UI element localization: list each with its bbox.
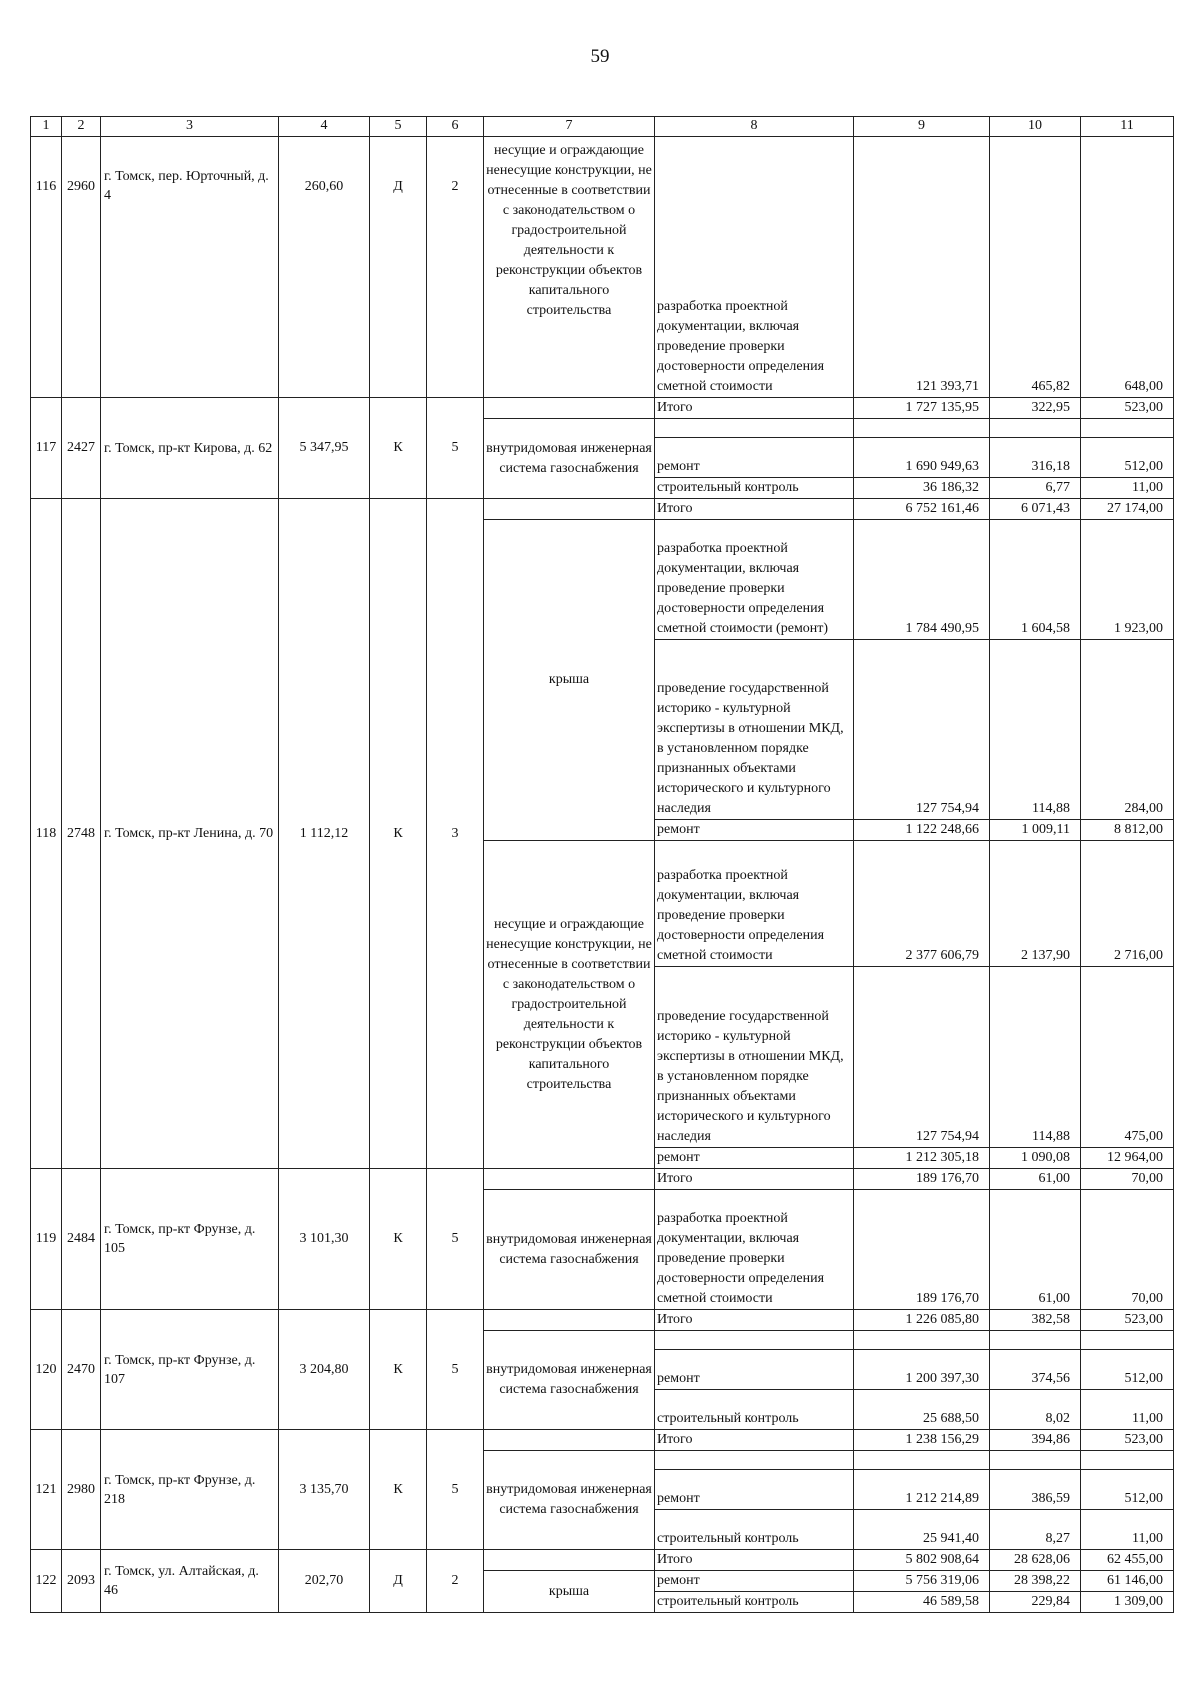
limit-cost: 523,00 bbox=[1081, 1430, 1174, 1451]
limit-cost: 11,00 bbox=[1081, 478, 1174, 499]
cost: 36 186,32 bbox=[854, 478, 990, 499]
limit-cost: 11,00 bbox=[1081, 1390, 1174, 1430]
cost: 189 176,70 bbox=[854, 1169, 990, 1190]
address: г. Томск, пр-кт Фрунзе, д. 105 bbox=[101, 1169, 279, 1310]
area: 3 204,80 bbox=[279, 1310, 370, 1430]
cost: 5 802 908,64 bbox=[854, 1550, 990, 1571]
table-row bbox=[31, 1310, 1174, 1331]
row-number: 119 bbox=[31, 1169, 62, 1310]
work-type-blank bbox=[655, 1451, 854, 1470]
unit-cost: 114,88 bbox=[990, 640, 1081, 820]
limit-cost: 61 146,00 bbox=[1081, 1571, 1174, 1592]
floors: 2 bbox=[427, 1550, 484, 1613]
wall-material: Д bbox=[370, 137, 427, 398]
cost: 5 756 319,06 bbox=[854, 1571, 990, 1592]
element-blank bbox=[484, 499, 655, 520]
floors: 5 bbox=[427, 398, 484, 499]
house-id: 2748 bbox=[62, 499, 101, 1169]
work-type: ремонт bbox=[655, 438, 854, 478]
cost: 1 122 248,66 bbox=[854, 820, 990, 841]
table-row bbox=[31, 499, 1174, 520]
work-type: строительный контроль bbox=[655, 1390, 854, 1430]
house-id: 2470 bbox=[62, 1310, 101, 1430]
work-type: проведение государственной историко - культурной экспертизы в отношении МКД, в установленном порядке признанных объектами исторического и культурного наследия bbox=[655, 967, 854, 1148]
cost: 6 752 161,46 bbox=[854, 499, 990, 520]
work-type: разработка проектной документации, включая проведение проверки достоверности определения сметной стоимости bbox=[655, 841, 854, 967]
house-id: 2093 bbox=[62, 1550, 101, 1613]
unit-cost: 8,27 bbox=[990, 1510, 1081, 1550]
structural-element: крыша bbox=[484, 520, 655, 841]
row-number: 120 bbox=[31, 1310, 62, 1430]
unit-cost: 8,02 bbox=[990, 1390, 1081, 1430]
work-type: строительный контроль bbox=[655, 1592, 854, 1613]
work-type-blank bbox=[655, 1331, 854, 1350]
cost: 127 754,94 bbox=[854, 967, 990, 1148]
work-type: строительный контроль bbox=[655, 478, 854, 499]
unit-cost: 2 137,90 bbox=[990, 841, 1081, 967]
work-type: Итого bbox=[655, 499, 854, 520]
work-type: разработка проектной документации, включая проведение проверки достоверности определения сметной стоимости bbox=[655, 1190, 854, 1310]
element-blank bbox=[484, 1310, 655, 1331]
address: г. Томск, пр-кт Кирова, д. 62 bbox=[101, 398, 279, 499]
structural-element: внутридомовая инженерная система газоснабжения bbox=[484, 1331, 655, 1430]
house-id: 2484 bbox=[62, 1169, 101, 1310]
work-type: Итого bbox=[655, 1550, 854, 1571]
row-number: 117 bbox=[31, 398, 62, 499]
structural-element: внутридомовая инженерная система газоснабжения bbox=[484, 419, 655, 499]
wall-material: К bbox=[370, 499, 427, 1169]
unit-cost: 61,00 bbox=[990, 1169, 1081, 1190]
unit-cost: 316,18 bbox=[990, 438, 1081, 478]
limit-cost: 512,00 bbox=[1081, 438, 1174, 478]
structural-element: несущие и ограждающие ненесущие конструкции, не отнесенные в соответствии с законодательством о градостроительной деятельности к реконструкции объектов капитального строительства bbox=[484, 841, 655, 1169]
wall-material: К bbox=[370, 398, 427, 499]
floors: 2 bbox=[427, 137, 484, 398]
area: 5 347,95 bbox=[279, 398, 370, 499]
page-number: 59 bbox=[590, 46, 610, 67]
structural-element: крыша bbox=[484, 1571, 655, 1613]
column-header: 5 bbox=[370, 117, 427, 137]
row-number: 116 bbox=[31, 137, 62, 398]
wall-material: К bbox=[370, 1169, 427, 1310]
column-header: 10 bbox=[990, 117, 1081, 137]
wall-material: К bbox=[370, 1310, 427, 1430]
house-id: 2980 bbox=[62, 1430, 101, 1550]
column-header: 4 bbox=[279, 117, 370, 137]
column-header: 7 bbox=[484, 117, 655, 137]
column-header: 11 bbox=[1081, 117, 1174, 137]
cost: 121 393,71 bbox=[854, 137, 990, 398]
cost: 25 688,50 bbox=[854, 1390, 990, 1430]
column-header: 3 bbox=[101, 117, 279, 137]
structural-element: внутридомовая инженерная система газоснабжения bbox=[484, 1190, 655, 1310]
element-blank bbox=[484, 1169, 655, 1190]
column-header: 8 bbox=[655, 117, 854, 137]
unit-cost: 322,95 bbox=[990, 398, 1081, 419]
column-number-row bbox=[31, 117, 1174, 137]
cost: 1 784 490,95 bbox=[854, 520, 990, 640]
unit-cost: 61,00 bbox=[990, 1190, 1081, 1310]
wall-material: Д bbox=[370, 1550, 427, 1613]
house-id: 2960 bbox=[62, 137, 101, 398]
area: 260,60 bbox=[279, 137, 370, 398]
address: г. Томск, ул. Алтайская, д. 46 bbox=[101, 1550, 279, 1613]
table-row bbox=[31, 1169, 1174, 1190]
unit-cost: 382,58 bbox=[990, 1310, 1081, 1331]
unit-cost: 465,82 bbox=[990, 137, 1081, 398]
limit-cost: 12 964,00 bbox=[1081, 1148, 1174, 1169]
cost: 1 212 305,18 bbox=[854, 1148, 990, 1169]
area: 3 135,70 bbox=[279, 1430, 370, 1550]
wall-material: К bbox=[370, 1430, 427, 1550]
limit-cost: 648,00 bbox=[1081, 137, 1174, 398]
floors: 5 bbox=[427, 1169, 484, 1310]
address: г. Томск, пр-кт Фрунзе, д. 107 bbox=[101, 1310, 279, 1430]
cost: 189 176,70 bbox=[854, 1190, 990, 1310]
unit-cost: 229,84 bbox=[990, 1592, 1081, 1613]
area: 202,70 bbox=[279, 1550, 370, 1613]
table-row bbox=[31, 1550, 1174, 1571]
unit-cost: 374,56 bbox=[990, 1350, 1081, 1390]
element-blank bbox=[484, 398, 655, 419]
work-type: Итого bbox=[655, 398, 854, 419]
table-row bbox=[31, 1430, 1174, 1451]
column-header: 2 bbox=[62, 117, 101, 137]
unit-cost: 28 398,22 bbox=[990, 1571, 1081, 1592]
limit-cost: 284,00 bbox=[1081, 640, 1174, 820]
address: г. Томск, пр-кт Фрунзе, д. 218 bbox=[101, 1430, 279, 1550]
work-type: ремонт bbox=[655, 820, 854, 841]
limit-cost: 2 716,00 bbox=[1081, 841, 1174, 967]
work-type: ремонт bbox=[655, 1148, 854, 1169]
structural-element: несущие и ограждающие ненесущие конструкции, не отнесенные в соответствии с законодательством о градостроительной деятельности к реконструкции объектов капитального строительства bbox=[484, 137, 655, 398]
work-type: разработка проектной документации, включая проведение проверки достоверности определения сметной стоимости bbox=[655, 137, 854, 398]
cost: 1 690 949,63 bbox=[854, 438, 990, 478]
element-blank bbox=[484, 1430, 655, 1451]
cost: 1 238 156,29 bbox=[854, 1430, 990, 1451]
limit-cost: 70,00 bbox=[1081, 1169, 1174, 1190]
area: 1 112,12 bbox=[279, 499, 370, 1169]
cost: 127 754,94 bbox=[854, 640, 990, 820]
column-header: 1 bbox=[31, 117, 62, 137]
work-type: ремонт bbox=[655, 1571, 854, 1592]
cost: 1 212 214,89 bbox=[854, 1470, 990, 1510]
limit-cost: 11,00 bbox=[1081, 1510, 1174, 1550]
row-number: 121 bbox=[31, 1430, 62, 1550]
unit-cost: 114,88 bbox=[990, 967, 1081, 1148]
floors: 3 bbox=[427, 499, 484, 1169]
unit-cost: 6,77 bbox=[990, 478, 1081, 499]
limit-cost: 1 923,00 bbox=[1081, 520, 1174, 640]
address: г. Томск, пр-кт Ленина, д. 70 bbox=[101, 499, 279, 1169]
area: 3 101,30 bbox=[279, 1169, 370, 1310]
unit-cost: 1 090,08 bbox=[990, 1148, 1081, 1169]
work-type: ремонт bbox=[655, 1350, 854, 1390]
cost: 46 589,58 bbox=[854, 1592, 990, 1613]
unit-cost: 386,59 bbox=[990, 1470, 1081, 1510]
limit-cost: 523,00 bbox=[1081, 398, 1174, 419]
work-type: Итого bbox=[655, 1430, 854, 1451]
work-type: разработка проектной документации, включая проведение проверки достоверности определения сметной стоимости (ремонт) bbox=[655, 520, 854, 640]
unit-cost: 6 071,43 bbox=[990, 499, 1081, 520]
limit-cost: 62 455,00 bbox=[1081, 1550, 1174, 1571]
cost: 2 377 606,79 bbox=[854, 841, 990, 967]
structural-element: внутридомовая инженерная система газоснабжения bbox=[484, 1451, 655, 1550]
work-type: ремонт bbox=[655, 1470, 854, 1510]
cost: 25 941,40 bbox=[854, 1510, 990, 1550]
work-type: проведение государственной историко - культурной экспертизы в отношении МКД, в установленном порядке признанных объектами исторического и культурного наследия bbox=[655, 640, 854, 820]
cost: 1 200 397,30 bbox=[854, 1350, 990, 1390]
limit-cost: 27 174,00 bbox=[1081, 499, 1174, 520]
house-id: 2427 bbox=[62, 398, 101, 499]
column-header: 9 bbox=[854, 117, 990, 137]
limit-cost: 8 812,00 bbox=[1081, 820, 1174, 841]
row-number: 122 bbox=[31, 1550, 62, 1613]
unit-cost: 1 604,58 bbox=[990, 520, 1081, 640]
row-number: 118 bbox=[31, 499, 62, 1169]
limit-cost: 523,00 bbox=[1081, 1310, 1174, 1331]
limit-cost: 512,00 bbox=[1081, 1350, 1174, 1390]
unit-cost: 394,86 bbox=[990, 1430, 1081, 1451]
work-type: Итого bbox=[655, 1169, 854, 1190]
limit-cost: 1 309,00 bbox=[1081, 1592, 1174, 1613]
work-type: Итого bbox=[655, 1310, 854, 1331]
floors: 5 bbox=[427, 1310, 484, 1430]
work-type-blank bbox=[655, 419, 854, 438]
table-row bbox=[31, 398, 1174, 419]
work-type: строительный контроль bbox=[655, 1510, 854, 1550]
table-row bbox=[31, 137, 1174, 398]
repair-program-table bbox=[30, 116, 1174, 1613]
cost: 1 727 135,95 bbox=[854, 398, 990, 419]
limit-cost: 512,00 bbox=[1081, 1470, 1174, 1510]
limit-cost: 70,00 bbox=[1081, 1190, 1174, 1310]
limit-cost: 475,00 bbox=[1081, 967, 1174, 1148]
unit-cost: 28 628,06 bbox=[990, 1550, 1081, 1571]
column-header: 6 bbox=[427, 117, 484, 137]
unit-cost: 1 009,11 bbox=[990, 820, 1081, 841]
element-blank bbox=[484, 1550, 655, 1571]
floors: 5 bbox=[427, 1430, 484, 1550]
address: г. Томск, пер. Юрточный, д. 4 bbox=[101, 137, 279, 398]
cost: 1 226 085,80 bbox=[854, 1310, 990, 1331]
